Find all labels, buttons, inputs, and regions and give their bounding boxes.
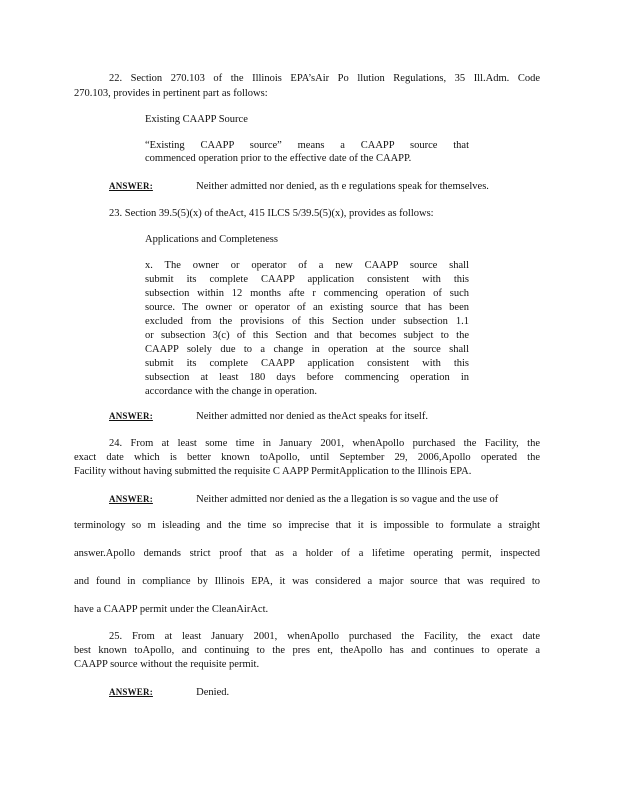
- quote-line: or subsection 3(c) of this Section and that becomes subject to the: [145, 330, 469, 341]
- answer-text: Neither admitted nor denied as theAct speaks for itself.: [196, 411, 428, 422]
- quote-line: accordance with the change in operation.: [145, 386, 318, 397]
- para25-line1: 25. From at least January 2001, whenApollo purchased the Facility, the exact date: [109, 631, 540, 642]
- answer-label: ANSWER:: [109, 494, 153, 504]
- answer-text: Neither admitted nor denied, as th e regulations speak for themselves.: [196, 181, 489, 192]
- answer24-line4: and found in compliance by Illinois EPA, it was considered a major source that was required to: [74, 576, 540, 587]
- answer24-line3: answer.Apollo demands strict proof that as a holder of a lifetime operating permit, inspected: [74, 548, 540, 559]
- answer-label: ANSWER:: [109, 181, 153, 191]
- para22-quote-line2: commenced operation prior to the effective date of the CAAPP.: [145, 153, 412, 164]
- answer-label: ANSWER:: [109, 687, 153, 697]
- para25-line3: CAAPP source without the requisite permit.: [74, 659, 260, 670]
- quote-line: source. The owner or operator of an existing source that has been: [145, 302, 469, 313]
- quote-line: excluded from the provisions of this Section under subsection 1.1: [145, 316, 469, 327]
- para24-line3: Facility without having submitted the requisite C AAPP PermitApplication to the Illinois EPA.: [74, 466, 472, 477]
- para24-line2: exact date which is better known toApollo, until September 29, 2006,Apollo operated the: [74, 452, 540, 463]
- answer23: [109, 410, 428, 423]
- para25-line2: best known toApollo, and continuing to the pres ent, theApollo has and continues to operate a: [74, 645, 540, 656]
- answer-text: Neither admitted nor denied as the a llegation is so vague and the use of: [196, 494, 499, 505]
- quote-line: submit its complete CAAPP application consistent with this: [145, 358, 469, 369]
- quote-line: CAAPP solely due to a change in operation at the source shall: [145, 344, 469, 355]
- para22-line2: 270.103, provides in pertinent part as follows:: [74, 88, 268, 99]
- para24-line1: 24. From at least some time in January 2001, whenApollo purchased the Facility, the: [109, 438, 540, 449]
- answer25: [109, 686, 229, 699]
- answer24-line5: have a CAAPP permit under the CleanAirAct.: [74, 604, 269, 615]
- quote-line: subsection at least 180 days before commencing operation in: [145, 372, 469, 383]
- para23-quote: [145, 260, 469, 398]
- para22-quote-line1: “Existing CAAPP source” means a CAAPP source that: [145, 140, 469, 151]
- para22-heading: Existing CAAPP Source: [145, 114, 248, 125]
- answer24-line2: terminology so m isleading and the time so imprecise that it is impossible to formulate a straight: [74, 520, 540, 531]
- quote-line: x. The owner or operator of a new CAAPP source shall: [145, 260, 469, 271]
- para23-line1: 23. Section 39.5(5)(x) of theAct, 415 ILCS 5/39.5(5)(x), provides as follows:: [109, 208, 434, 219]
- answer-label: ANSWER:: [109, 411, 153, 421]
- quote-line: subsection within 12 months afte r commencing operation of such: [145, 288, 469, 299]
- answer-text: Denied.: [196, 687, 230, 698]
- answer22: [109, 180, 489, 193]
- para22-line1: 22. Section 270.103 of the Illinois EPA’sAir Po llution Regulations, 35 Ill.Adm. Code: [109, 73, 540, 84]
- quote-line: submit its complete CAAPP application consistent with this: [145, 274, 469, 285]
- para23-heading: Applications and Completeness: [145, 234, 278, 245]
- answer24-line1: [109, 493, 541, 506]
